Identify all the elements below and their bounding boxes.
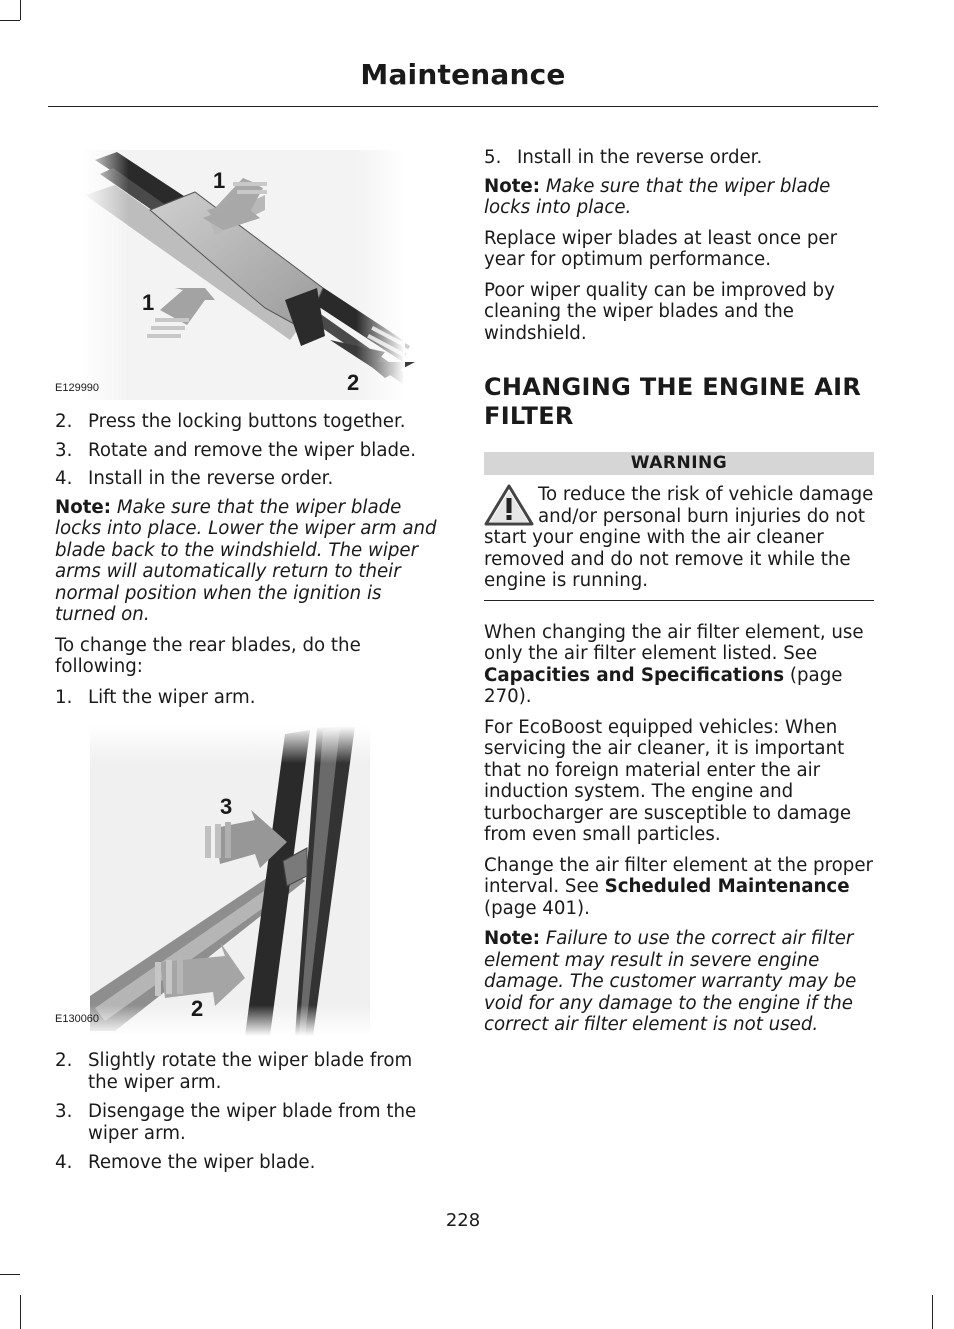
note-text: Failure to use the correct air filter element may result in severe engine damage. The customer warranty may be void for any damage to the engine if the correct air filter element is not used. [484,928,857,1035]
note [484,928,874,1036]
page-number: 228 [445,1210,481,1231]
section-heading: CHANGING THE ENGINE AIR FILTER [484,373,862,430]
callout-1-left: 1 [142,290,155,315]
paragraph-text: (page 270). [484,664,843,707]
note [55,497,447,626]
paragraph-text: (page 401). [484,897,590,919]
right-column [484,147,874,1036]
step-number: 3. [55,1101,73,1122]
warning-divider [484,600,874,601]
callout-2: 2 [347,370,360,395]
warning-box [484,484,874,592]
callout-2: 2 [191,996,204,1021]
step-text: Install in the reverse order. [517,147,763,168]
paragraph-text: Change the air filter element at the proper interval. See [484,854,874,897]
note-label: Note: [55,496,112,518]
list-item [55,411,447,433]
crop-mark [932,1295,933,1329]
list-item [55,468,447,490]
step-text: Press the locking buttons together. [88,411,406,432]
crop-mark [0,1274,20,1275]
figure-code: E129990 [55,382,100,394]
step-number: 4. [55,1152,73,1173]
step-text: Lift the wiper arm. [88,686,256,708]
crop-mark [0,20,20,21]
note-label: Note: [484,928,541,949]
paragraph: Replace wiper blades at least once per year for optimum performance. [484,227,838,270]
step-text: Remove the wiper blade. [88,1152,316,1173]
step-number: 3. [55,439,73,461]
warning-label: WARNING [484,452,874,475]
step-number: 2. [55,411,73,432]
callout-3: 3 [220,794,233,819]
crop-mark [20,0,21,20]
step-text: Slightly rotate the wiper blade from the wiper arm. [88,1050,413,1093]
paragraph: For EcoBoost equipped vehicles: When servicing the air cleaner, it is important that no foreign material enter the air induction system. The engine and turbocharger are susceptible to damage from even small particles. [484,716,852,845]
list-item [484,147,874,169]
warning-text: To reduce the risk of vehicle damage and/or personal burn injuries do not start your engine with the air cleaner removed and do not remove it while the engine is running. [484,484,874,591]
wiper-blade-figure-rear [55,716,447,1038]
figure-code: E130060 [55,1013,100,1025]
crop-mark [20,1295,21,1329]
wiper-blade-illustration [55,140,447,402]
note-text: Make sure that the wiper blade locks into place. Lower the wiper arm and blade back to the windshield. The wiper arms will automatically return to their normal position when the ignition is turned on. [55,496,437,625]
list-item [55,440,447,462]
note-text: Make sure that the wiper blade locks into place. [484,175,831,218]
paragraph [484,622,874,708]
note [484,176,874,219]
step-text: Install in the reverse order. [88,468,334,489]
step-text: Rotate and remove the wiper blade. [88,439,416,461]
step-number: 5. [484,147,502,168]
list-item [55,1050,447,1093]
step-text: Disengage the wiper blade from the wiper arm. [88,1101,417,1144]
wiper-blade-figure-front [55,140,447,402]
rear-blades-intro: To change the rear blades, do the following: [55,634,361,677]
paragraph-text: When changing the air filter element, use only the air filter element listed. See [484,621,864,664]
list-item [55,687,447,709]
title-divider [48,106,878,107]
note-label: Note: [484,175,541,197]
left-column [55,140,447,1174]
step-number: 4. [55,468,73,489]
cross-reference-link[interactable]: Scheduled Maintenance [604,876,850,897]
cross-reference-link[interactable]: Capacities and Specifications [484,664,785,686]
list-item [55,1152,447,1174]
list-item [55,1101,447,1144]
step-number: 2. [55,1050,73,1071]
warning-triangle-icon [484,484,534,526]
paragraph: Poor wiper quality can be improved by cleaning the wiper blades and the windshield. [484,279,835,344]
callout-1-top: 1 [213,168,226,193]
rear-wiper-illustration [55,716,447,1038]
paragraph [484,855,874,920]
step-number: 1. [55,686,73,708]
page-title: Maintenance [360,58,566,91]
